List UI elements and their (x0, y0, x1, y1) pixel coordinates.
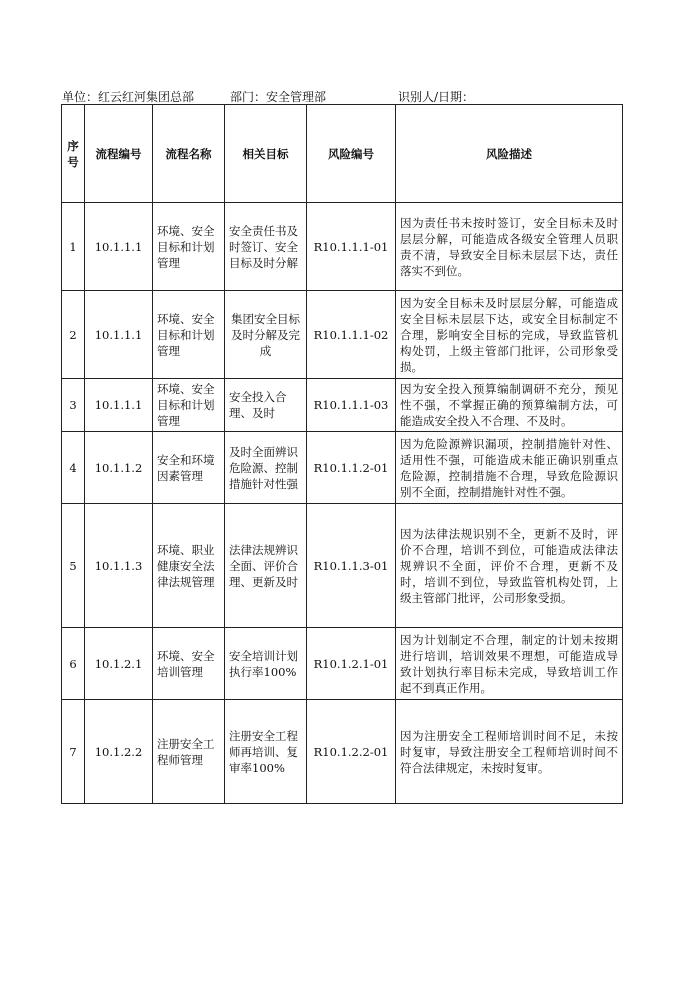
cell-process-name: 环境、安全目标和计划管理 (153, 291, 225, 379)
column-header-risk-desc: 风险描述 (396, 105, 623, 203)
cell-risk-desc: 因为责任书未按时签订，安全目标未及时层层分解，可能造成各级安全管理人员职责不清，导致安全目标未层层下达，责任落实不到位。 (396, 203, 623, 291)
cell-target: 安全培训计划执行率100% (225, 628, 307, 700)
cell-seq: 4 (62, 432, 85, 504)
cell-target: 法律法规辨识全面、评价合理、更新及时 (225, 504, 307, 628)
cell-risk-no: R10.1.1.3-01 (307, 504, 396, 628)
table-header-row (62, 105, 623, 203)
cell-seq: 1 (62, 203, 85, 291)
cell-process-name: 注册安全工程师管理 (153, 700, 225, 804)
cell-risk-desc: 因为危险源辨识漏项，控制措施针对性、适用性不强，可能造成未能正确识别重点危险源，控制措施不合理，导致危险源识别不全面，控制措施针对性不强。 (396, 432, 623, 504)
cell-seq: 3 (62, 379, 85, 432)
cell-seq: 5 (62, 504, 85, 628)
column-header-process-no: 流程编号 (85, 105, 153, 203)
cell-process-no: 10.1.1.2 (85, 432, 153, 504)
cell-target: 及时全面辨识危险源、控制措施针对性强 (225, 432, 307, 504)
cell-risk-no: R10.1.1.2-01 (307, 432, 396, 504)
table-row (62, 291, 623, 379)
risk-table (61, 104, 623, 804)
cell-target: 安全投入合理、及时 (225, 379, 307, 432)
cell-risk-no: R10.1.1.1-02 (307, 291, 396, 379)
cell-seq: 2 (62, 291, 85, 379)
cell-risk-no: R10.1.1.1-01 (307, 203, 396, 291)
document-header (62, 89, 642, 105)
cell-process-no: 10.1.1.1 (85, 291, 153, 379)
cell-risk-desc: 因为注册安全工程师培训时间不足，未按时复审，导致注册安全工程师培训时间不符合法律规定，未按时复审。 (396, 700, 623, 804)
cell-process-name: 环境、职业健康安全法律法规管理 (153, 504, 225, 628)
cell-process-no: 10.1.1.1 (85, 379, 153, 432)
cell-risk-no: R10.1.2.1-01 (307, 628, 396, 700)
cell-risk-desc: 因为法律法规识别不全，更新不及时，评价不合理，培训不到位，可能造成法律法规辨识不全面，评价不合理，更新不及时，培训不到位，导致监管机构处罚，上级主管部门批评，公司形象受损。 (396, 504, 623, 628)
cell-process-name: 安全和环境因素管理 (153, 432, 225, 504)
cell-risk-desc: 因为安全投入预算编制调研不充分，预见性不强，不掌握正确的预算编制方法，可能造成安全投入不合理、不及时。 (396, 379, 623, 432)
column-header-risk-no: 风险编号 (307, 105, 396, 203)
column-header-seq: 序号 (62, 105, 85, 203)
cell-seq: 7 (62, 700, 85, 804)
cell-process-no: 10.1.1.3 (85, 504, 153, 628)
cell-target: 集团安全目标及时分解及完成 (225, 291, 307, 379)
cell-risk-desc: 因为计划制定不合理，制定的计划未按期进行培训，培训效果不理想，可能造成导致计划执行率目标未完成，导致培训工作起不到真正作用。 (396, 628, 623, 700)
identifier-date-label: 识别人/日期： (398, 90, 475, 104)
table-row (62, 432, 623, 504)
table-row (62, 203, 623, 291)
cell-seq: 6 (62, 628, 85, 700)
cell-target: 安全责任书及时签订、安全目标及时分解 (225, 203, 307, 291)
unit-label: 单位：红云红河集团总部 (62, 90, 195, 104)
cell-risk-no: R10.1.2.2-01 (307, 700, 396, 804)
cell-process-name: 环境、安全目标和计划管理 (153, 379, 225, 432)
cell-process-name: 环境、安全培训管理 (153, 628, 225, 700)
table-row (62, 628, 623, 700)
department-label: 部门：安全管理部 (230, 90, 327, 104)
cell-process-name: 环境、安全目标和计划管理 (153, 203, 225, 291)
column-header-target: 相关目标 (225, 105, 307, 203)
cell-risk-desc: 因为安全目标未及时层层分解，可能造成安全目标未层层下达，或安全目标制定不合理，影响安全目标的完成，导致监管机构处罚，上级主管部门批评，公司形象受损。 (396, 291, 623, 379)
cell-process-no: 10.1.1.1 (85, 203, 153, 291)
table-row (62, 504, 623, 628)
cell-process-no: 10.1.2.2 (85, 700, 153, 804)
column-header-process-name: 流程名称 (153, 105, 225, 203)
cell-process-no: 10.1.2.1 (85, 628, 153, 700)
cell-risk-no: R10.1.1.1-03 (307, 379, 396, 432)
table-row (62, 379, 623, 432)
table-row (62, 700, 623, 804)
cell-target: 注册安全工程师再培训、复审率100% (225, 700, 307, 804)
